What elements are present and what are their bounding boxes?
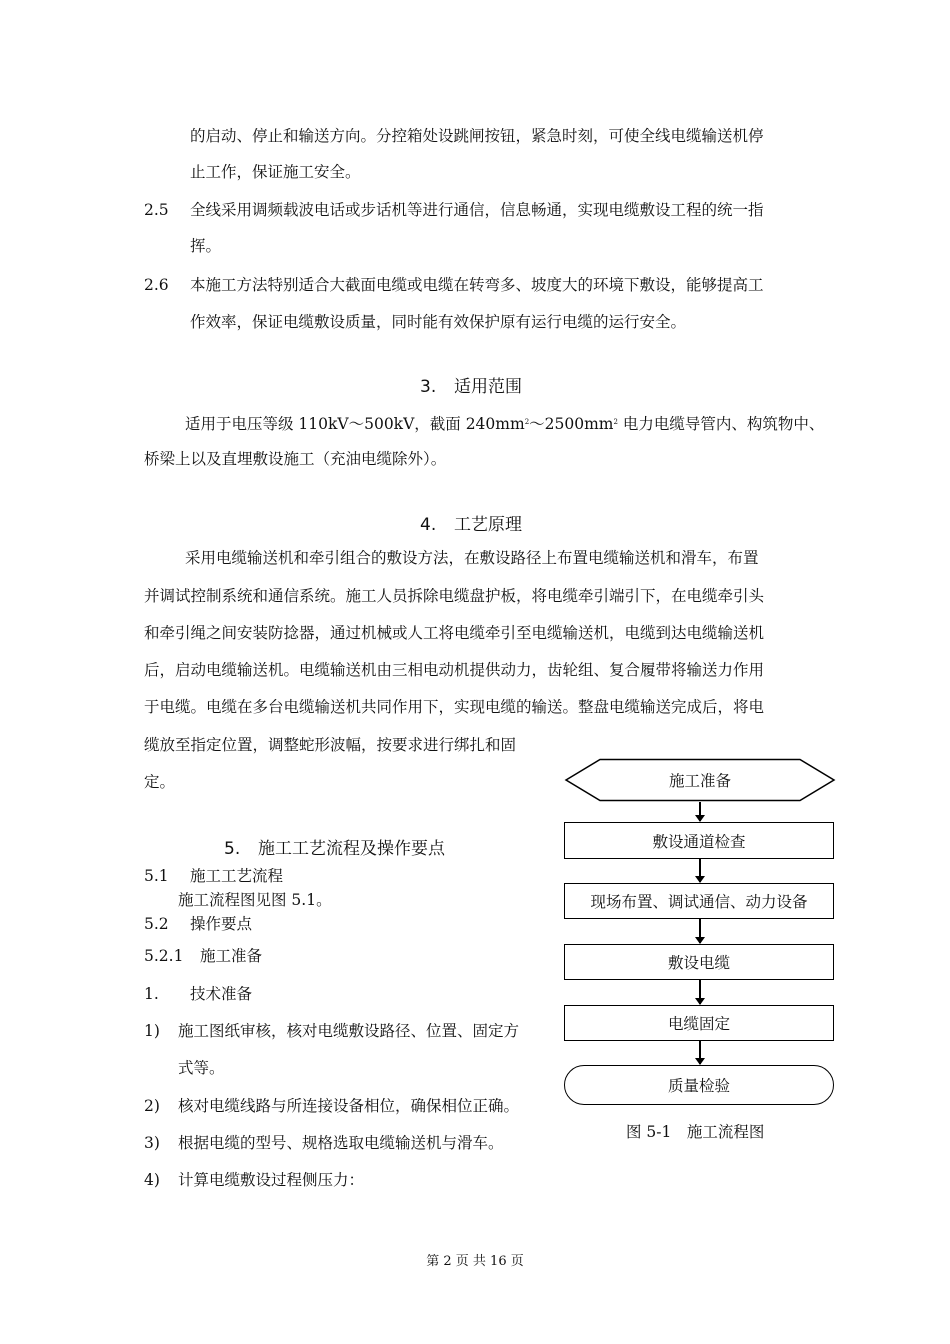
- paragraph-line: 挥。: [190, 237, 222, 255]
- list-item-2-5: [144, 200, 764, 220]
- item-text: 计算电缆敷设过程侧压力：: [178, 1171, 365, 1189]
- paragraph-line: 采用电缆输送机和牵引组合的敷设方法，在敷设路径上布置电缆输送机和滑车，布置: [185, 549, 759, 567]
- list-item: [144, 1096, 519, 1116]
- item-number: 5.2.1: [144, 947, 184, 965]
- section-title: 适用范围: [454, 377, 522, 397]
- flow-end-terminal: 质量检验: [564, 1065, 834, 1105]
- item-number: 5.2: [144, 915, 169, 933]
- flow-arrow: [699, 859, 701, 882]
- flow-arrow: [699, 802, 701, 821]
- section-number: 3.: [420, 377, 437, 397]
- item-number: 1.: [144, 985, 159, 1003]
- paragraph-line: 适用于电压等级 110kV～500kV，截面 $240mm^2\sim 2500mm^2$ 电力电缆导管内、构筑物中、: [185, 415, 825, 433]
- flow-step-box: 敷设电缆: [564, 944, 834, 980]
- item-number: 1): [144, 1022, 160, 1040]
- item-text: 全线采用调频载波电话或步话机等进行通信，信息畅通，实现电缆敷设工程的统一指: [190, 201, 764, 219]
- section-number: 5.: [224, 839, 241, 859]
- list-item: [144, 1021, 519, 1041]
- flow-arrow: [699, 919, 701, 943]
- flow-step-box: 电缆固定: [564, 1005, 834, 1041]
- flow-step-box: 敷设通道检查: [564, 822, 834, 859]
- paragraph-line: 施工流程图见图 5.1。: [178, 891, 332, 909]
- section-heading-4: [420, 514, 522, 536]
- item-text: 根据电缆的型号、规格选取电缆输送机与滑车。: [178, 1134, 504, 1152]
- paragraph-line: 止工作，保证施工安全。: [190, 163, 361, 181]
- tech-prep-heading: [144, 984, 252, 1004]
- paragraph-line: 的启动、停止和输送方向。分控箱处设跳闸按钮，紧急时刻，可使全线电缆输送机停: [190, 127, 764, 145]
- item-number: 3): [144, 1134, 160, 1152]
- flow-step-start: 施工准备: [668, 772, 731, 790]
- item-text: 本施工方法特别适合大截面电缆或电缆在转弯多、坡度大的环境下敷设，能够提高工: [190, 276, 764, 294]
- paragraph-line: 缆放至指定位置，调整蛇形波幅，按要求进行绑扎和固: [144, 736, 517, 754]
- section-title: 施工工艺流程及操作要点: [258, 839, 445, 859]
- list-item: [144, 1170, 364, 1190]
- item-text: 施工图纸审核，核对电缆敷设路径、位置、固定方: [178, 1022, 520, 1040]
- item-text: 技术准备: [190, 985, 253, 1003]
- item-text: 核对电缆线路与所连接设备相位，确保相位正确。: [178, 1097, 520, 1115]
- paragraph-line: 作效率，保证电缆敷设质量，同时能有效保护原有运行电缆的运行安全。: [190, 313, 687, 331]
- subsection-5-1: [144, 866, 283, 886]
- list-item-2-6: [144, 275, 764, 295]
- paragraph-line: 于电缆。电缆在多台电缆输送机共同作用下，实现电缆的输送。整盘电缆输送完成后，将电: [144, 698, 765, 716]
- item-number: 2.6: [144, 276, 169, 294]
- subsection-5-2: [144, 914, 252, 934]
- paragraph-line: 后，启动电缆输送机。电缆输送机由三相电动机提供动力，齿轮组、复合履带将输送力作用: [144, 661, 765, 679]
- section-title: 工艺原理: [454, 515, 522, 535]
- item-text: 施工工艺流程: [190, 867, 284, 885]
- paragraph-line: 桥梁上以及直埋敷设施工（充油电缆除外）。: [144, 450, 447, 468]
- section-number: 4.: [420, 515, 437, 535]
- paragraph-line: 定。: [144, 773, 176, 791]
- figure-caption: 图 5-1 施工流程图: [626, 1123, 765, 1141]
- item-number: 2.5: [144, 201, 169, 219]
- section-heading-3: [420, 376, 522, 398]
- flow-step-box: 现场布置、调试通信、动力设备: [564, 883, 834, 919]
- page-footer: 第 2 页 共 16 页: [426, 1254, 524, 1269]
- list-item: [144, 1133, 504, 1153]
- section-heading-5: [224, 838, 445, 860]
- paragraph-line: 式等。: [178, 1059, 225, 1077]
- paragraph-line: 和牵引绳之间安装防捻器，通过机械或人工将电缆牵引至电缆输送机，电缆到达电缆输送机: [144, 624, 765, 642]
- construction-flowchart: [560, 750, 836, 1150]
- paragraph-line: 并调试控制系统和通信系统。施工人员拆除电缆盘护板，将电缆牵引端引下，在电缆牵引头: [144, 587, 765, 605]
- item-number: 5.1: [144, 867, 169, 885]
- flow-arrow: [699, 1041, 701, 1064]
- subsection-5-2-1: [144, 946, 262, 966]
- item-text: 操作要点: [190, 915, 253, 933]
- flow-arrow: [699, 980, 701, 1004]
- item-number: 2): [144, 1097, 160, 1115]
- item-number: 4): [144, 1171, 160, 1189]
- item-text: 施工准备: [200, 947, 263, 965]
